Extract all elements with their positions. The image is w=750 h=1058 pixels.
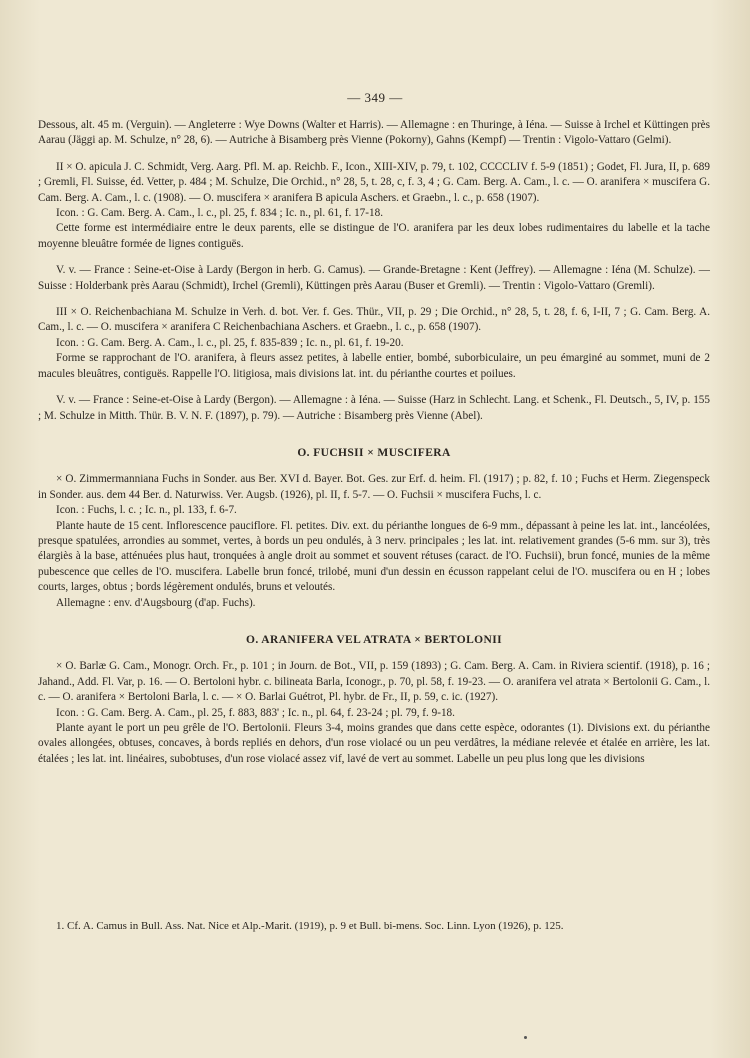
- paragraph-reichenbachiana-description: Forme se rapprochant de l'O. aranifera, à fleurs assez petites, à labelle entier, bombé, suborbiculaire, un peu émarginé au sommet, muni de 2 macules bleuâtres, contiguës. Rappelle l'O. litigiosa, mais divisions lat. int. du périanthe courtes et poilues.: [38, 352, 710, 380]
- footnote: 1. Cf. A. Camus in Bull. Ass. Nat. Nice et Alp.-Marit. (1919), p. 9 et Bull. bi-mens. Soc. Linn. Lyon (1926), p. 125.: [56, 920, 564, 932]
- paragraph-distribution-continued: Dessous, alt. 45 m. (Verguin). — Angleterre : Wye Downs (Walter et Harris). — Allemagne : en Thuringe, à Iéna. — Suisse à Irchel et Küttingen près Aarau (Jäggi ap. M. Schulze, n° 28, 6). — Autriche à Bisamberg près Vienne (Pokorny), Gahns (Kempf) — Trentin : Vigolo-Vattaro (Gelmi).: [38, 119, 710, 147]
- paragraph-zimmermanniana-description: Plante haute de 15 cent. Inflorescence pauciflore. Fl. petites. Div. ext. du périanthe longues de 6-9 mm., dépassant à peine les lat. int., lancéolées, presque spatulées, arrondies au sommet, vertes, à bords un peu ondulés, à 3 nerv. principales ; les lat. int. relativement grandes (5-6 mm. sur 3), très élargiès à la base, atténuées plus haut, tronquées à angle droit au sommet et souvent rétuses (caract. de l'O. Fuchsii), brun foncé, munies de la même pubescence que celles de l'O. muscifera. Labelle brun foncé, trilobé, muni d'un dessin en écusson rappelant celui de l'O. muscifera ou en H ; lobes courts, larges, obtus ; bords légèrement ondulés, bruns et veloutés.: [38, 519, 710, 594]
- paragraph-apicula-description: Cette forme est intermédiaire entre le deux parents, elle se distingue de l'O. aranifera par les deux lobes rudimentaires du labelle et la tache moyenne bleuâtre formée de lignes contiguës.: [38, 222, 710, 250]
- paragraph-zimmermanniana-entry: × O. Zimmermanniana Fuchs in Sonder. aus Ber. XVI d. Bayer. Bot. Ges. zur Erf. d. heim. Fl. (1917) ; p. 82, f. 10 ; Fuchs et Herm. Ziegenspeck in Sonder. aus. dem 44 Ber. d. Naturwiss. Ver. Augsb. (1926), pl. II, f. 5-7. — O. Fuchsii × muscifera Fuchs, l. c.: [38, 473, 710, 501]
- page-number: — 349 —: [347, 90, 403, 105]
- paragraph-barlae-entry: × O. Barlæ G. Cam., Monogr. Orch. Fr., p. 101 ; in Journ. de Bot., VII, p. 159 (1893) ; G. Cam. Berg. A. Cam. in Riviera scientif. (1918), p. 16 ; Jahand., Add. Fl. Var, p. 16. — O. Bertoloni hybr. c. bilineata Barla, Iconogr., p. 70, pl. 58, f. 19-23. — O. aranifera vel atrata × Bertolonii G. Cam., l. c. — O. aranifera × Bertoloni Barla, l. c. — × O. Barlai Guétrot, Pl. hybr. de Fr., II, p. 59, c. ic. (1927).: [38, 660, 710, 704]
- paragraph-reichenbachiana-entry: III × O. Reichenbachiana M. Schulze in Verh. d. bot. Ver. f. Ges. Thür., VII, p. 29 ; Die Orchid., n° 28, 5, t. 28, f. 6, I-II, 7 ; G. Cam. Berg. A. Cam., l. c. — O. muscifera × aranifera C Reichenbachiana Aschers. et Graebn., l. c., p. 658 (1907).: [38, 306, 710, 334]
- print-mark: [524, 1036, 527, 1039]
- paragraph-apicula-entry: II × O. apicula J. C. Schmidt, Verg. Aarg. Pfl. M. ap. Reichb. F., Icon., XIII-XIV, p. 79, t. 102, CCCCLIV f. 5-9 (1851) ; Godet, Fl. Jura, II, p. 689 ; Gremli, Fl. Suisse, éd. Vetter, p. 484 ; M. Schulze, Die Orchid., n° 28, 5, t. 28, c, f. 3, 4 ; G. Cam. Berg. A. Cam., l. c. — O. aranifera × muscifera G. Cam. Berg. A. Cam., l. c. (1908). — O. muscifera × aranifera B apicula Aschers. et Graebn., l. c., p. 658 (1907).: [38, 160, 710, 204]
- page-body: [38, 118, 710, 767]
- paragraph-zimmermanniana-icon: Icon. : Fuchs, l. c. ; Ic. n., pl. 133, f. 6-7.: [56, 504, 237, 517]
- section-heading-fuchsii: O. FUCHSII × MUSCIFERA: [297, 446, 451, 459]
- paragraph-zimmermanniana-locality: Allemagne : env. d'Augsbourg (d'ap. Fuchs).: [56, 596, 256, 609]
- paragraph-barlae-description: Plante ayant le port un peu grêle de l'O. Bertolonii. Fleurs 3-4, moins grandes que dans cette espèce, odorantes (1). Divisions ext. du périanthe ovales allongées, obtuses, concaves, à bords repliés en dehors, d'un rose violacé ou un peu verdâtres, la médiane relevée et étalée en arrière, les lat. étalées ; les lat. int. linéaires, subobtuses, d'un rose violacé assez vif, lavé de vert au sommet. Labelle un peu plus long que les divisions: [38, 722, 710, 765]
- paragraph-apicula-localities: V. v. — France : Seine-et-Oise à Lardy (Bergon in herb. G. Camus). — Grande-Bretagne : Kent (Jeffrey). — Allemagne : Iéna (M. Schulze). — Suisse : Holderbank près Aarau (Schmidt), Irchel (Gremli), Küttingen près Aarau (Buser et Gremli). — Trentin : Vigolo-Vattaro (Gremli).: [38, 264, 710, 292]
- paragraph-apicula-icon: Icon. : G. Cam. Berg. A. Cam., l. c., pl. 25, f. 834 ; Ic. n., pl. 61, f. 17-18.: [56, 207, 383, 220]
- paragraph-reichenbachiana-icon: Icon. : G. Cam. Berg. A. Cam., l. c., pl. 25, f. 835-839 ; Ic. n., pl. 61, f. 19-20.: [56, 336, 404, 349]
- paragraph-reichenbachiana-localities: V. v. — France : Seine-et-Oise à Lardy (Bergon). — Allemagne : à Iéna. — Suisse (Harz in Schlecht. Lang. et Schenk., Fl. Deutsch., 5, IV, p. 155 ; M. Schulze in Mitth. Thür. B. V. N. F. (1897), p. 79). — Autriche : Bisamberg près Vienne (Abel).: [38, 394, 710, 422]
- paragraph-barlae-icon: Icon. : G. Cam. Berg. A. Cam., pl. 25, f. 883, 883' ; Ic. n., pl. 64, f. 23-24 ; pl. 79, f. 9-18.: [56, 706, 455, 719]
- section-heading-aranifera: O. ARANIFERA VEL ATRATA × BERTOLONII: [246, 633, 502, 646]
